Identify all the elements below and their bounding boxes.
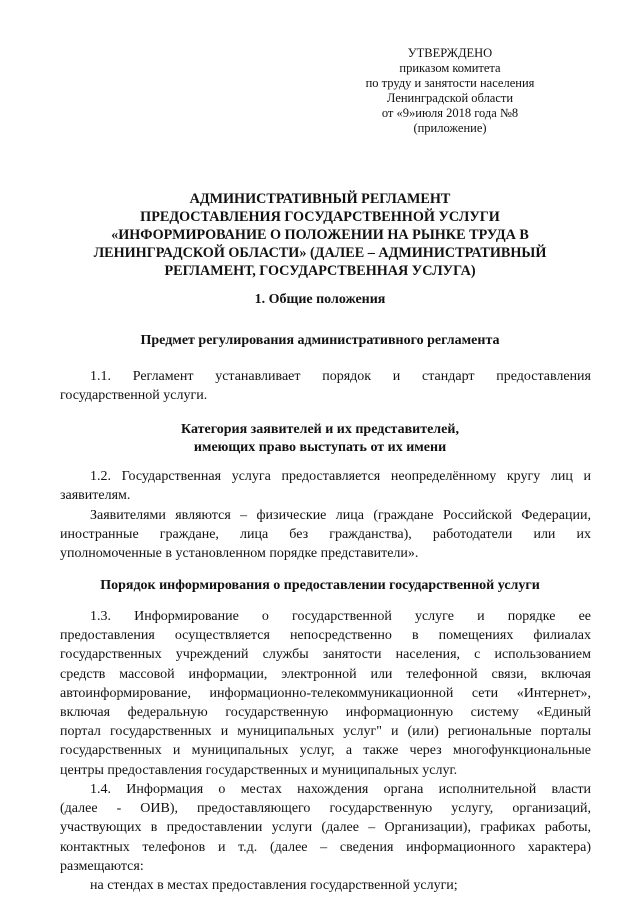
approval-line: по труду и занятости населения (365, 76, 535, 90)
text-line: иностранные граждане, лица без гражданства), работодатели или их (60, 527, 591, 543)
paragraph-1-3 (60, 607, 591, 780)
paragraph-1-1 (60, 367, 591, 405)
text-line: 1.4. Информация о местах нахождения органа исполнительной власти (90, 782, 591, 797)
subject-heading: Предмет регулирования административного регламента (140, 333, 500, 348)
title-line: РЕГЛАМЕНТ, ГОСУДАРСТВЕННАЯ УСЛУГА) (164, 263, 476, 279)
text-line: 1.3. Информирование о государственной услуге и порядке ее (90, 609, 591, 624)
approval-stamp (340, 46, 560, 136)
title-line: АДМИНИСТРАТИВНЫЙ РЕГЛАМЕНТ (189, 191, 451, 207)
text-line: уполномоченные в установленном порядке представители». (60, 546, 419, 562)
title-line: ЛЕНИНГРАДСКОЙ ОБЛАСТИ» (ДАЛЕЕ – АДМИНИСТРАТИВНЫЙ (93, 245, 547, 261)
text-line: участвующих в предоставлении услуги (далее – Организации), графиках работы, (60, 820, 591, 836)
paragraph-stands (60, 876, 591, 895)
text-line: Заявителями являются – физические лица (граждане Российской Федерации, (90, 508, 591, 523)
text-line: размещаются: (60, 858, 144, 874)
text-line: портал государственных и муниципальных услуг" и (или) региональные порталы (60, 724, 591, 740)
approval-line: Ленинградской области (386, 91, 514, 105)
text-line: заявителям. (60, 488, 131, 504)
heading-line: Категория заявителей и их представителей, (181, 422, 459, 437)
paragraph-1-4 (60, 780, 591, 876)
section-heading: 1. Общие положения (254, 292, 386, 307)
text-line: на стендах в местах предоставления государственной услуги; (90, 878, 458, 893)
title-line: «ИНФОРМИРОВАНИЕ О ПОЛОЖЕНИИ НА РЫНКЕ ТРУДА В (111, 227, 529, 243)
procedure-heading: Порядок информирования о предоставлении государственной услуги (100, 578, 540, 593)
paragraph-applicants (60, 506, 591, 564)
approval-line: от «9»июля 2018 года №8 (381, 106, 519, 120)
approval-line: (приложение) (413, 121, 487, 135)
text-line: включая федеральную государственную информационную систему «Единый (60, 705, 591, 721)
text-line: государственной услуги. (60, 388, 208, 404)
text-line: государственных и муниципальных услуг, а также через многофункциональные (60, 743, 591, 759)
document-title (60, 190, 580, 280)
category-heading (60, 421, 580, 457)
heading-line: имеющих право выступать от их имени (193, 440, 447, 455)
approval-line: приказом комитета (399, 61, 501, 75)
title-line: ПРЕДОСТАВЛЕНИЯ ГОСУДАРСТВЕННОЙ УСЛУГИ (140, 209, 500, 225)
approval-line: УТВЕРЖДЕНО (407, 46, 493, 60)
paragraph-1-2 (60, 467, 591, 505)
text-line: (далее - ОИВ), предоставляющего государственную услугу, организаций, (60, 801, 591, 817)
text-line: 1.1. Регламент устанавливает порядок и стандарт предоставления (90, 369, 591, 384)
text-line: предоставления осуществляется непосредственно в помещениях филиалах (60, 628, 591, 644)
text-line: государственных учреждений службы занятости населения, с использованием (60, 647, 591, 663)
text-line: автоинформирование, информационно-телекоммуникационной сети «Интернет», (60, 685, 591, 701)
text-line: средств массовой информации, электронной или телефонной связи, включая (60, 666, 591, 682)
text-line: контактных телефонов и т.д. (далее – сведения информационного характера) (60, 839, 591, 855)
text-line: центры предоставления государственных и муниципальных услуг. (60, 762, 458, 778)
text-line: 1.2. Государственная услуга предоставляется неопределённому кругу лиц и (90, 469, 591, 484)
